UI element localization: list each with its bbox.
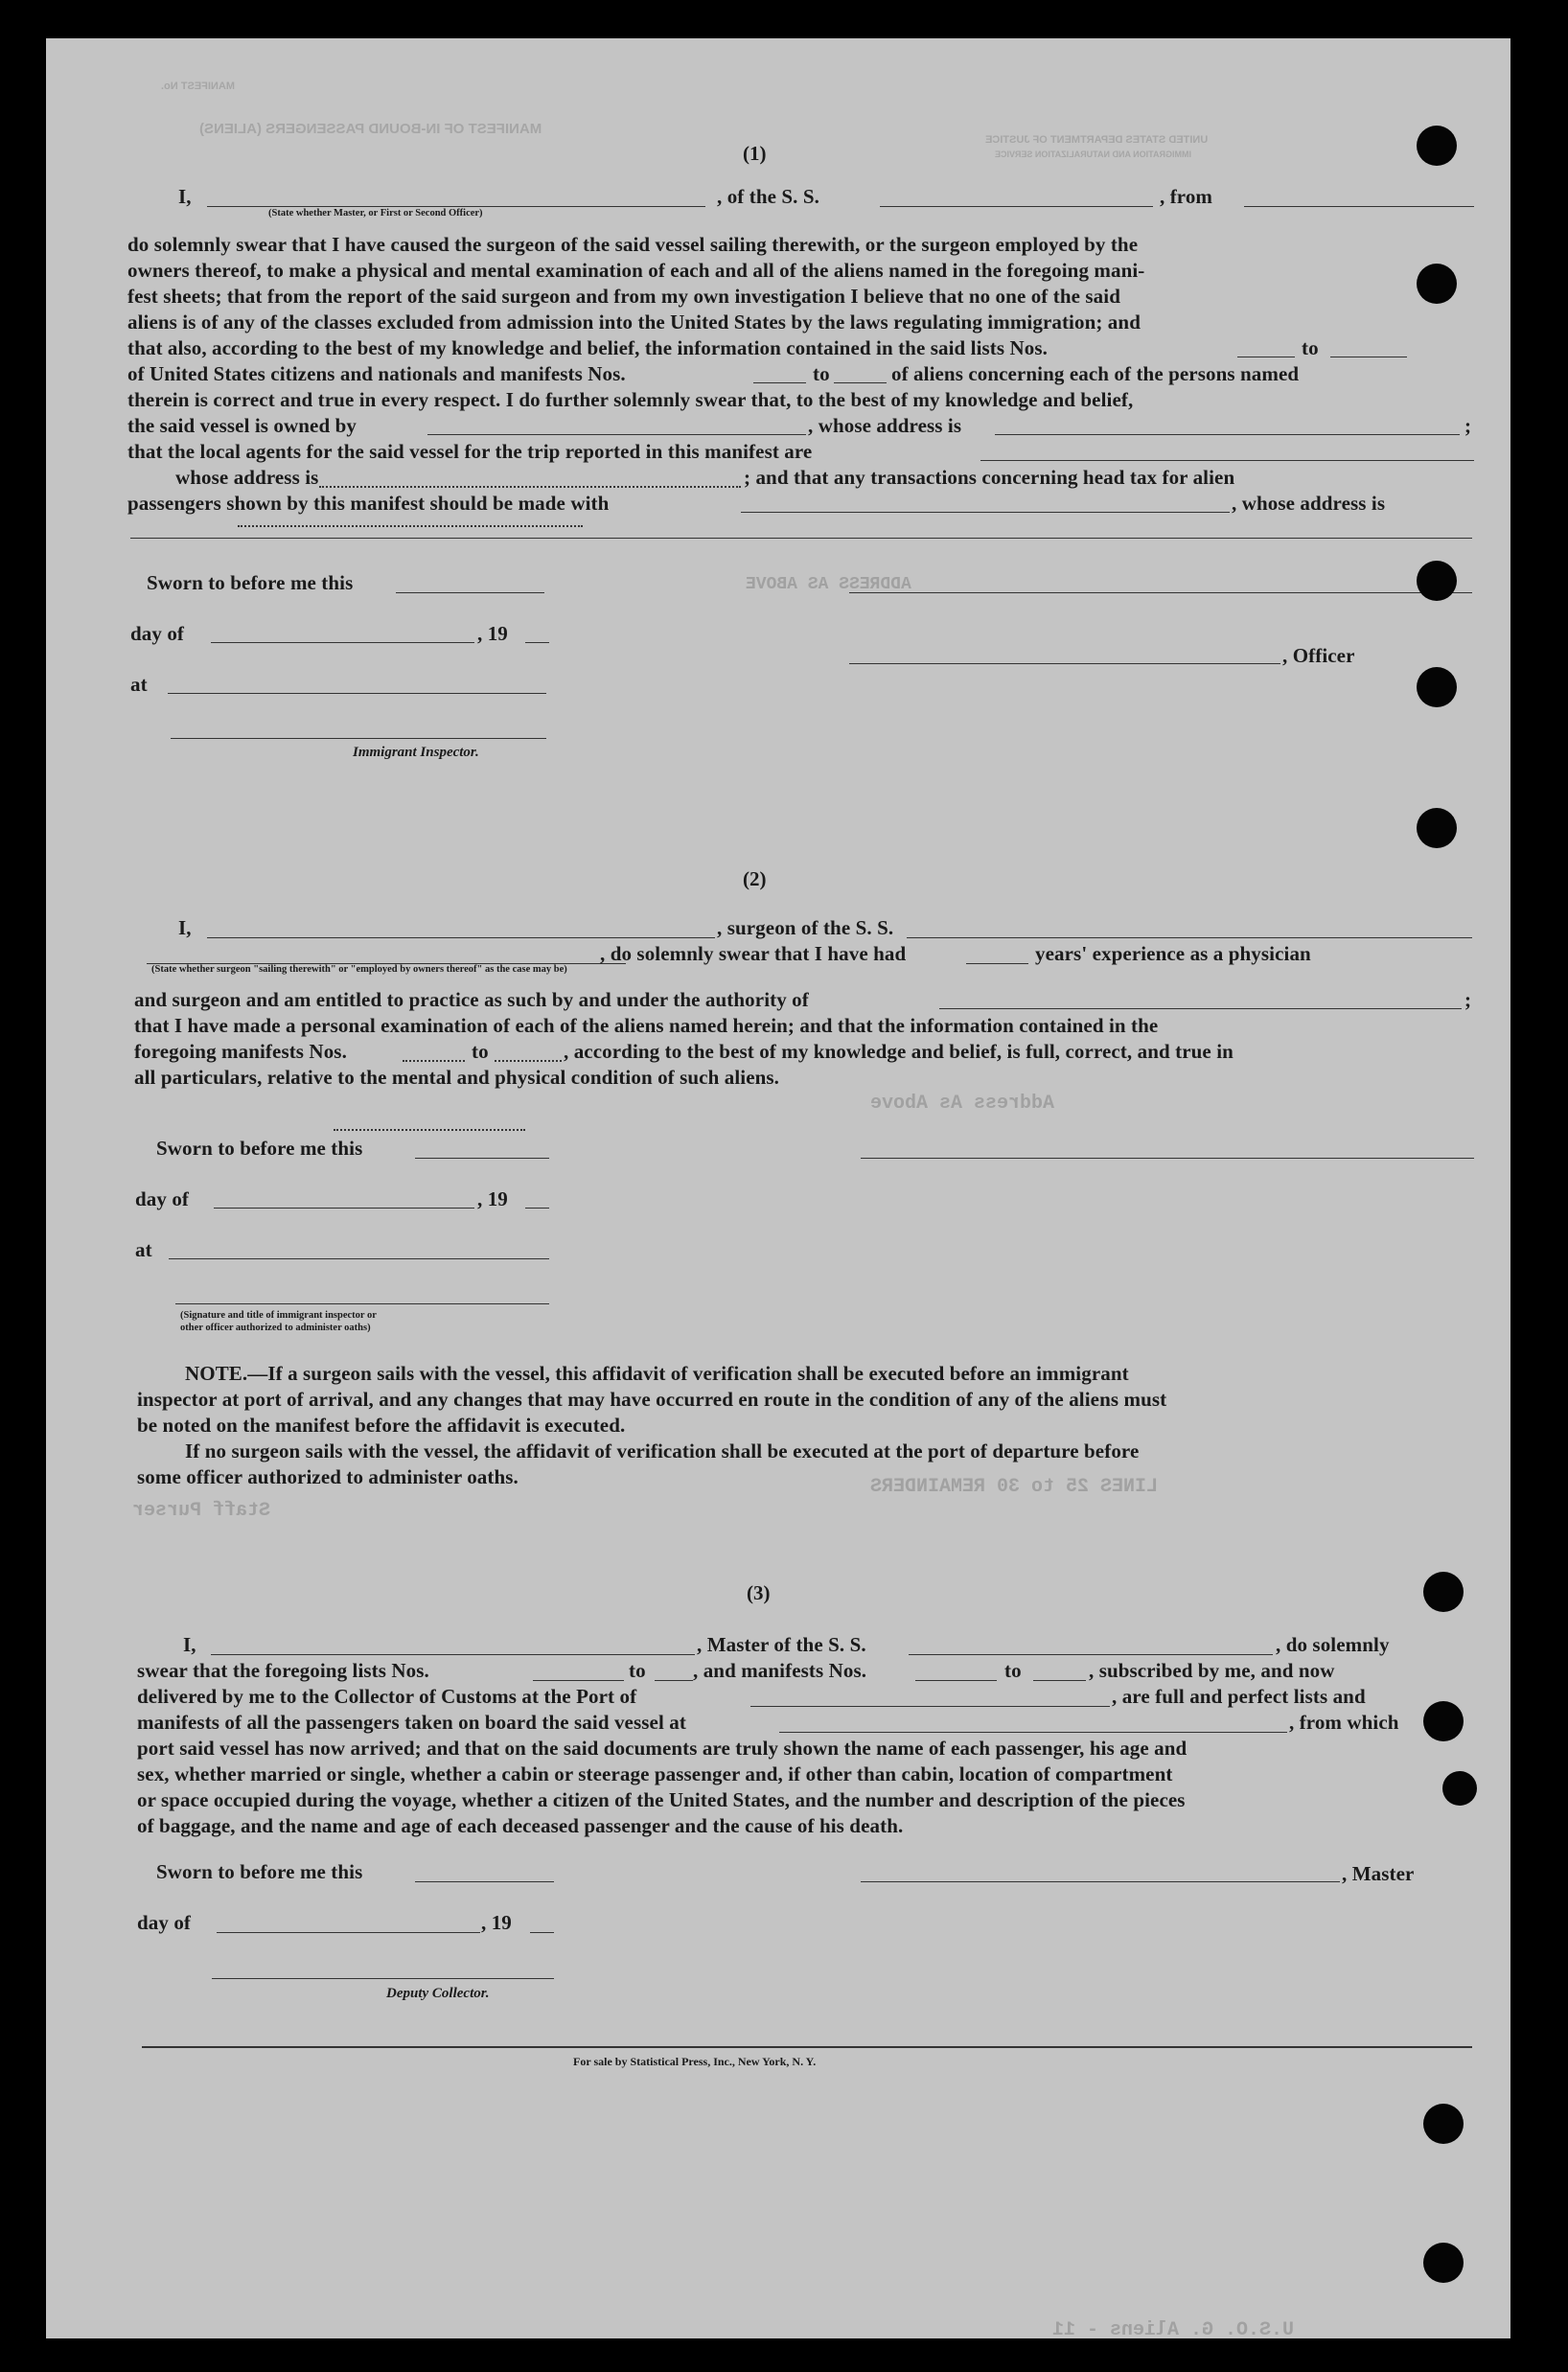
- s1-body-line-2: owners thereof, to make a physical and mental examination of each and all of the aliens named in the foregoing mani-: [127, 259, 1145, 282]
- bleed-3: Staff Purser: [132, 1500, 271, 1522]
- s1-nineteen: , 19: [477, 622, 508, 645]
- punch-hole: [1417, 126, 1457, 166]
- s2-line5: all particulars, relative to the mental and physical condition of such aliens.: [134, 1066, 780, 1089]
- punch-hole: [1423, 2243, 1464, 2283]
- s1-whose-address-2: whose address is: [175, 466, 319, 489]
- s3-l2c: , and manifests Nos.: [693, 1659, 867, 1682]
- s1-owner-address-line[interactable]: [995, 434, 1460, 435]
- s3-l2e: , subscribed by me, and now: [1089, 1659, 1335, 1682]
- section-3-number: (3): [747, 1581, 771, 1604]
- s1-officer: , Officer: [1282, 644, 1355, 667]
- note-line-5: some officer authorized to administer oaths.: [137, 1465, 519, 1488]
- s2-note: (State whether surgeon "sailing therewith" or "employed by owners thereof" as the case may be): [151, 964, 567, 975]
- s3-sworn: Sworn to before me this: [156, 1860, 363, 1883]
- s1-dotted-fill: [238, 525, 583, 527]
- s1-owner-line[interactable]: [427, 434, 806, 435]
- section-2-number: (2): [743, 867, 767, 890]
- s2-dotted-fill: [334, 1129, 525, 1131]
- footer-printer: For sale by Statistical Press, Inc., New York, N. Y.: [573, 2055, 817, 2068]
- s2-sig-note-1: (Signature and title of immigrant inspector or: [180, 1310, 377, 1321]
- s3-l5: port said vessel has now arrived; and that on the said documents are truly shown the name of each passenger, his age and: [137, 1737, 1188, 1760]
- s1-day-line[interactable]: [211, 642, 474, 643]
- s2-line4c: , according to the best of my knowledge and belief, is full, correct, and true in: [564, 1040, 1234, 1063]
- s2-manifests-from-line[interactable]: [403, 1060, 465, 1062]
- s3-sworn-date-line[interactable]: [415, 1881, 554, 1882]
- s3-lists-to-line[interactable]: [655, 1680, 693, 1681]
- s1-whose-address-1: , whose address is: [808, 414, 962, 437]
- s3-l6: sex, whether married or single, whether a cabin or steerage passenger and, if other than cabin, location of compartment: [137, 1762, 1173, 1785]
- s2-nineteen: , 19: [477, 1187, 508, 1210]
- s3-deputy-label: Deputy Collector.: [386, 1986, 490, 2001]
- s1-i: I,: [178, 185, 192, 208]
- bleed-4: LINES 25 to 30 REMAINDERS: [870, 1476, 1159, 1498]
- s1-year-line[interactable]: [525, 642, 549, 643]
- s3-i: I,: [183, 1633, 196, 1656]
- s2-year-line[interactable]: [525, 1208, 549, 1209]
- s1-to-2: to: [813, 362, 830, 385]
- s3-l7: or space occupied during the voyage, whether a citizen of the United States, and the number and description of the pieces: [137, 1788, 1186, 1811]
- s1-body-line-6: of United States citizens and nationals and manifests Nos.: [127, 362, 626, 385]
- punch-hole: [1417, 667, 1457, 707]
- s1-from-line[interactable]: [1244, 206, 1474, 207]
- bleed-5: U.S.O. G. Aliens - 11: [1052, 2319, 1295, 2338]
- s2-years: years' experience as a physician: [1035, 942, 1311, 965]
- s2-signature-line[interactable]: [861, 1158, 1474, 1159]
- s1-body-line-4: aliens is of any of the classes excluded from admission into the United States by the laws regulating immigration; and: [127, 311, 1141, 334]
- s3-nineteen: , 19: [481, 1911, 512, 1934]
- s1-body-line-3: fest sheets; that from the report of the said surgeon and from my own investigation I believe that no one of the said: [127, 285, 1120, 308]
- s2-ship-line[interactable]: [907, 937, 1472, 938]
- punch-hole: [1423, 1701, 1464, 1741]
- s3-day-line[interactable]: [217, 1932, 480, 1933]
- punch-hole: [1417, 561, 1457, 601]
- s3-manifests-from-line[interactable]: [915, 1680, 997, 1681]
- s3-embark-line[interactable]: [779, 1732, 1287, 1733]
- s2-line2: and surgeon and am entitled to practice as such by and under the authority of: [134, 988, 809, 1011]
- punch-hole: [1417, 808, 1457, 848]
- s1-agents-line[interactable]: [980, 460, 1474, 461]
- s3-master-of: , Master of the S. S.: [697, 1633, 866, 1656]
- s3-master-name-line[interactable]: [211, 1654, 695, 1655]
- s3-l2a: swear that the foregoing lists Nos.: [137, 1659, 429, 1682]
- bleed-1: Address As Above: [870, 1093, 1055, 1115]
- note-line-4: If no surgeon sails with the vessel, the affidavit of verification shall be executed at the port of departure before: [185, 1439, 1140, 1462]
- s1-officer-name-line[interactable]: [207, 206, 705, 207]
- s1-agent-address-line[interactable]: [319, 486, 741, 488]
- s1-head-tax: passengers shown by this manifest should be made with: [127, 492, 610, 515]
- s1-sworn-date-line[interactable]: [396, 592, 544, 593]
- s1-body-line-5: that also, according to the best of my knowledge and belief, the information contained in the said lists Nos.: [127, 336, 1049, 359]
- s2-surgeon-name-line[interactable]: [207, 937, 715, 938]
- s3-signature-line[interactable]: [861, 1881, 1340, 1882]
- s2-sworn-date-line[interactable]: [415, 1158, 549, 1159]
- s1-from: , from: [1160, 185, 1213, 208]
- s1-agents: that the local agents for the said vessel for the trip reported in this manifest are: [127, 440, 813, 463]
- s1-day-of: day of: [130, 622, 185, 645]
- s1-inspector-label: Immigrant Inspector.: [353, 745, 479, 760]
- s1-sworn: Sworn to before me this: [147, 571, 354, 594]
- s1-manifests-to-line[interactable]: [834, 382, 887, 383]
- s1-semicolon: ;: [1464, 414, 1472, 437]
- s3-l4b: , from which: [1289, 1711, 1399, 1734]
- s3-port-line[interactable]: [750, 1706, 1110, 1707]
- s3-l4a: manifests of all the passengers taken on board the said vessel at: [137, 1711, 686, 1734]
- s3-year-line[interactable]: [530, 1932, 554, 1933]
- s1-signature-line[interactable]: [849, 592, 1472, 593]
- s2-at-line[interactable]: [169, 1258, 549, 1259]
- s1-whose-address-3: , whose address is: [1232, 492, 1386, 515]
- s3-ship-line[interactable]: [909, 1654, 1273, 1655]
- s1-body-line-7: therein is correct and true in every respect. I do further solemnly swear that, to the best of my knowledge and belief,: [127, 388, 1134, 411]
- s3-l2d: to: [1004, 1659, 1022, 1682]
- s2-day-line[interactable]: [214, 1208, 474, 1209]
- s2-sworn: Sworn to before me this: [156, 1137, 363, 1160]
- s1-address-line[interactable]: [130, 538, 1472, 539]
- s1-at-line[interactable]: [168, 693, 546, 694]
- punch-hole: [1442, 1771, 1477, 1806]
- footer-rule: [142, 2046, 1472, 2048]
- s2-semicolon: ;: [1464, 988, 1472, 1011]
- s2-day-of: day of: [135, 1187, 190, 1210]
- s3-l2b: to: [629, 1659, 646, 1682]
- s2-years-line[interactable]: [966, 963, 1028, 964]
- punch-hole: [1417, 264, 1457, 304]
- s1-head-tax-line[interactable]: [741, 512, 1230, 513]
- s2-inspector-sign-line[interactable]: [175, 1303, 549, 1304]
- ghost-service: IMMIGRATION AND NATURALIZATION SERVICE: [995, 150, 1191, 159]
- note-line-1: NOTE.—If a surgeon sails with the vessel, this affidavit of verification shall be executed before an immigrant: [185, 1362, 1129, 1385]
- ghost-manifest-no: MANIFEST No.: [161, 81, 235, 92]
- s2-line4b: to: [472, 1040, 489, 1063]
- s3-l3a: delivered by me to the Collector of Customs at the Port of: [137, 1685, 637, 1708]
- s3-l3b: , are full and perfect lists and: [1112, 1685, 1366, 1708]
- s2-sig-note-2: other officer authorized to administer oaths): [180, 1323, 371, 1333]
- s1-officer-title-line[interactable]: [849, 663, 1280, 664]
- s2-authority-line[interactable]: [939, 1008, 1462, 1009]
- s3-lists-from-line[interactable]: [533, 1680, 624, 1681]
- s1-to-1: to: [1302, 336, 1319, 359]
- punch-hole: [1423, 1572, 1464, 1612]
- s2-line4a: foregoing manifests Nos.: [134, 1040, 347, 1063]
- s3-deputy-sign-line[interactable]: [212, 1978, 554, 1979]
- s2-swear: , do solemnly swear that I have had: [600, 942, 907, 965]
- ghost-dept: UNITED STATES DEPARTMENT OF JUSTICE: [985, 134, 1209, 146]
- s3-day-of: day of: [137, 1911, 192, 1934]
- s2-manifests-to-line[interactable]: [495, 1060, 562, 1062]
- s3-do-solemnly: , do solemnly: [1276, 1633, 1390, 1656]
- note-line-3: be noted on the manifest before the affidavit is executed.: [137, 1414, 626, 1437]
- s1-ship-name-line[interactable]: [880, 206, 1153, 207]
- s2-line3: that I have made a personal examination of each of the aliens named herein; and that the information contained in the: [134, 1014, 1159, 1037]
- section-1-number: (1): [743, 142, 767, 165]
- s1-transactions: ; and that any transactions concerning head tax for alien: [744, 466, 1235, 489]
- s1-at: at: [130, 673, 148, 696]
- s2-i: I,: [178, 916, 192, 939]
- s1-body-line-1: do solemnly swear that I have caused the surgeon of the said vessel sailing therewith, or the surgeon employed by the: [127, 233, 1139, 256]
- s1-inspector-sign-line[interactable]: [171, 738, 546, 739]
- ghost-title: MANIFEST OF IN-BOUND PASSENGERS (ALIENS): [199, 121, 542, 137]
- s1-owned-by: the said vessel is owned by: [127, 414, 357, 437]
- s3-master: , Master: [1342, 1862, 1415, 1885]
- form-page: [46, 38, 1510, 2338]
- s1-manifests-from-line[interactable]: [753, 382, 806, 383]
- note-line-2: inspector at port of arrival, and any changes that may have occurred en route in the condition of any of the aliens must: [137, 1388, 1167, 1411]
- s3-l8: of baggage, and the name and age of each deceased passenger and the cause of his death.: [137, 1814, 904, 1837]
- s1-to-aliens: of aliens concerning each of the persons named: [891, 362, 1300, 385]
- s1-of-ss: , of the S. S.: [717, 185, 819, 208]
- bleed-2: ADDRESS AS ABOVE: [746, 575, 911, 594]
- s2-surgeon-of: , surgeon of the S. S.: [717, 916, 894, 939]
- punch-hole: [1423, 2104, 1464, 2144]
- s1-officer-note: (State whether Master, or First or Second Officer): [268, 208, 483, 219]
- s2-at: at: [135, 1238, 152, 1261]
- s3-manifests-to-line[interactable]: [1033, 1680, 1086, 1681]
